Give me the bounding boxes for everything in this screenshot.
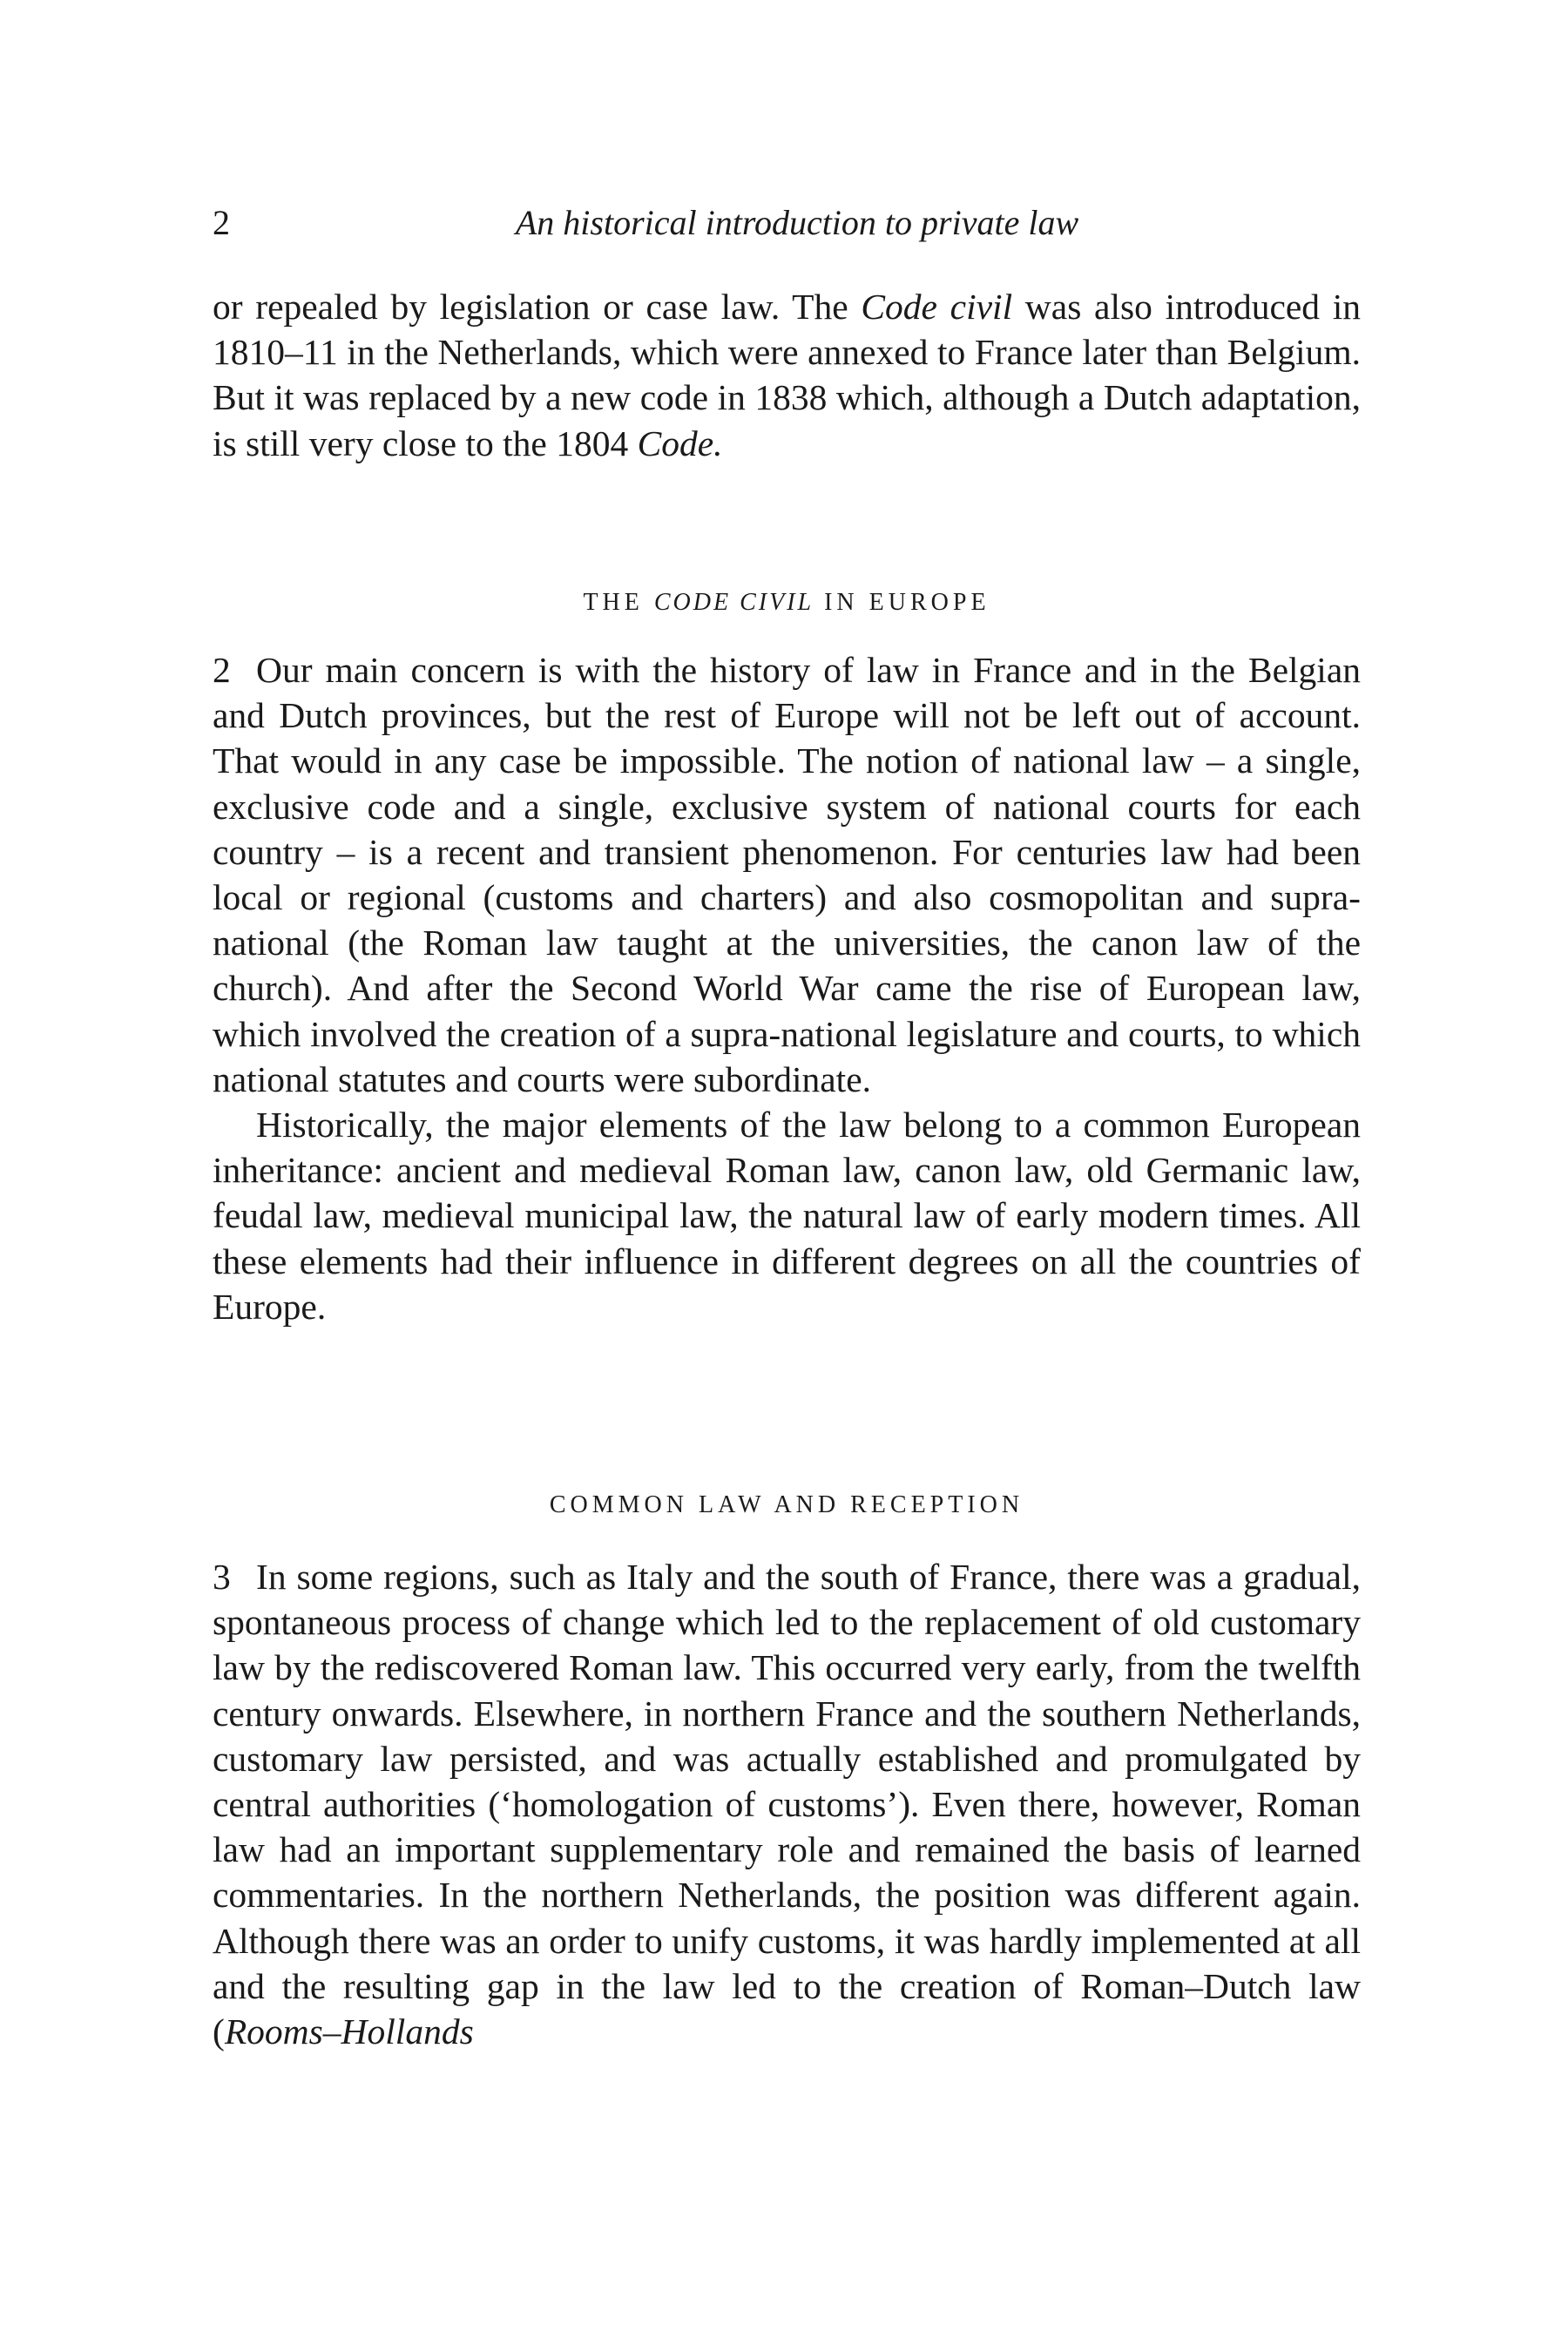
rooms-hollands-term: Rooms–Hollands [224,2011,474,2052]
code-civil-term: Code civil [861,287,1013,327]
paragraph-number: 3 [213,1557,231,1597]
running-head [213,197,1361,249]
paragraph-continued: or repealed by legislation or case law. The Code civil was also introduced in 1810–11 in the Netherlands, which were annexed to France later than Belgium. But it was replaced by a new code in 1838 which, although a Dutch adaptation, is still very close to the 1804 Code. [213,287,1362,463]
paragraph-2-1: 2 Our main concern is with the history of law in France and in the Belgian and Dutch provinces, but the rest of Europe will not be left out of account. That would in any case be impossible. The notion of national law – a single, exclusive code and a single, exclusive system of national courts for each country – is a recent and transient phenomenon. For centuries law had been local or regional (customs and charters) and also cosmopolitan and supra-national (the Roman law taught at the universities, the canon law of the church). And after the Second World War came the rise of European law, which involved the creation of a supra-national legislature and courts, to which national statutes and courts were subordinate. [213,647,1361,1102]
running-title: An historical introduction to private law [515,203,1079,242]
paragraph-2-2: Historically, the major elements of the law belong to a common European inheritance: ancient and medieval Roman law, canon law, old Germanic law, feudal law, medieval municipal law, the natural law of early modern times. All these elements had their influence in different degrees on all the countries of Europe. [213,1105,1361,1327]
paragraph-number: 2 [213,650,231,690]
section-2 [213,647,1361,1329]
section-3 [213,1554,1361,2054]
section-heading-code-civil: THE CODE CIVIL IN EUROPE [583,589,990,616]
paragraph-3-1: 3 In some regions, such as Italy and the south of France, there was a gradual, spontaneous process of change which led to the replacement of old customary law by the rediscovered Roman law. This occurred very early, from the twelfth century onwards. Elsewhere, in northern France and the southern Netherlands, customary law persisted, and was actually established and promulgated by central authorities (‘homologation of customs’). Even there, however, Roman law had an important supplementary role and remained the basis of learned commentaries. In the northern Netherlands, the position was different again. Although there was an order to unify customs, it was hardly implemented at all and the resulting gap in the law led to the creation of Roman–Dutch law (Rooms–Hollands [213,1554,1361,2054]
continuation-paragraph [213,284,1361,466]
page-number: 2 [213,203,230,242]
code-term: Code. [637,422,723,463]
section-heading-common-law: COMMON LAW AND RECEPTION [549,1491,1024,1518]
